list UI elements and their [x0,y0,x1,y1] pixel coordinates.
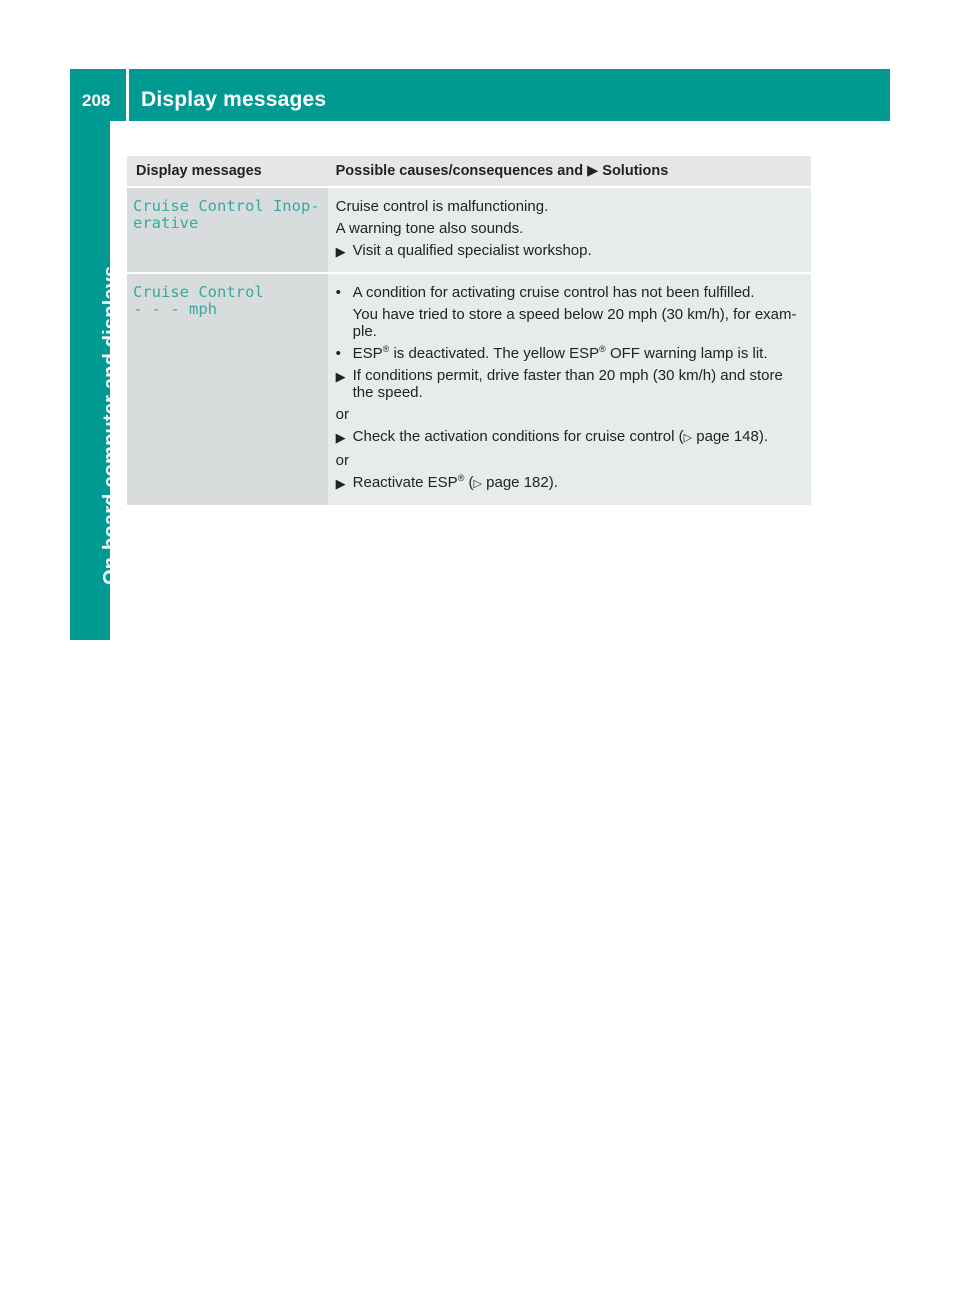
bullet-icon: • [335,345,341,362]
header-bar [70,69,890,121]
cause-bullet [336,284,803,301]
page-ref-icon: ▷ [683,432,693,444]
display-message-line: erative [133,214,199,232]
action-item [336,428,803,447]
consequence-text: A warning tone also sounds. [335,220,524,237]
display-messages-table [127,156,811,505]
causes-solutions-cell [328,273,811,505]
triangle-right-icon: ▶ [335,244,346,259]
bullet-icon: • [335,284,341,301]
section-title: Display messages [141,88,327,111]
col-header-causes-solutions [328,156,811,187]
bullet-subtext-line: You have tried to store a speed below 20 mph (30 km/h), for exam- [352,306,797,323]
bullet-subtext [336,306,803,340]
action-text [353,428,768,447]
registered-mark: ® [457,473,465,483]
display-message-cell [127,187,328,273]
header-divider [126,69,129,121]
cause-bullet [336,345,803,362]
action-text [353,474,558,493]
display-message-text [133,284,320,318]
action-text-pre: Reactivate ESP [352,474,458,491]
action-text-pre: Check the activation conditions for cruise control ( [352,428,684,445]
action-text-mid: ( [464,474,474,491]
cause-text: Cruise control is malfunctioning. [335,198,549,215]
display-message-line: - - - mph [133,300,217,318]
or-separator: or [335,406,349,423]
triangle-right-icon: ▶ [335,369,346,384]
bullet-subtext-line: ple. [352,323,377,340]
action-text-line: the speed. [352,384,423,401]
display-message-text [133,198,320,232]
action-item [336,367,803,401]
page-ref-link[interactable]: page 148). [692,428,769,445]
registered-mark: ® [382,344,390,354]
action-text-line: If conditions permit, drive faster than 20 mph (30 km/h) and store [352,367,783,384]
col-header-text: Possible causes/consequences and [335,163,584,179]
side-tab-label: On-board computer and displays [100,265,122,585]
page-ref-icon: ▷ [473,478,482,490]
triangle-right-icon: ▶ [335,430,346,445]
col-header-display-messages: Display messages [127,156,328,187]
esp-label: ESP [352,345,383,362]
display-message-line: Cruise Control Inop‐ [133,197,320,215]
bullet-text-end: OFF warning lamp is lit. [605,345,768,362]
bullet-text: A condition for activating cruise control has not been fulfilled. [352,284,755,301]
action-item [336,474,803,493]
causes-solutions-cell [328,187,811,273]
table-header-row [127,156,811,187]
table-row [127,187,811,273]
action-text: Visit a qualified specialist workshop. [352,242,592,259]
display-message-cell [127,273,328,505]
bullet-text-mid: is deactivated. The yellow ESP [389,345,600,362]
or-separator: or [335,452,349,469]
action-text [353,367,783,401]
display-message-line: Cruise Control [133,283,264,301]
triangle-right-icon: ▶ [335,476,346,491]
page-ref-link[interactable]: page 182). [481,474,558,491]
action-item [336,242,803,260]
page-number: 208 [82,91,111,110]
col-header-solutions: Solutions [602,163,669,179]
table-row [127,273,811,505]
triangle-right-icon: ▶ [587,163,599,179]
registered-mark: ® [599,344,606,354]
bullet-text [353,345,768,362]
